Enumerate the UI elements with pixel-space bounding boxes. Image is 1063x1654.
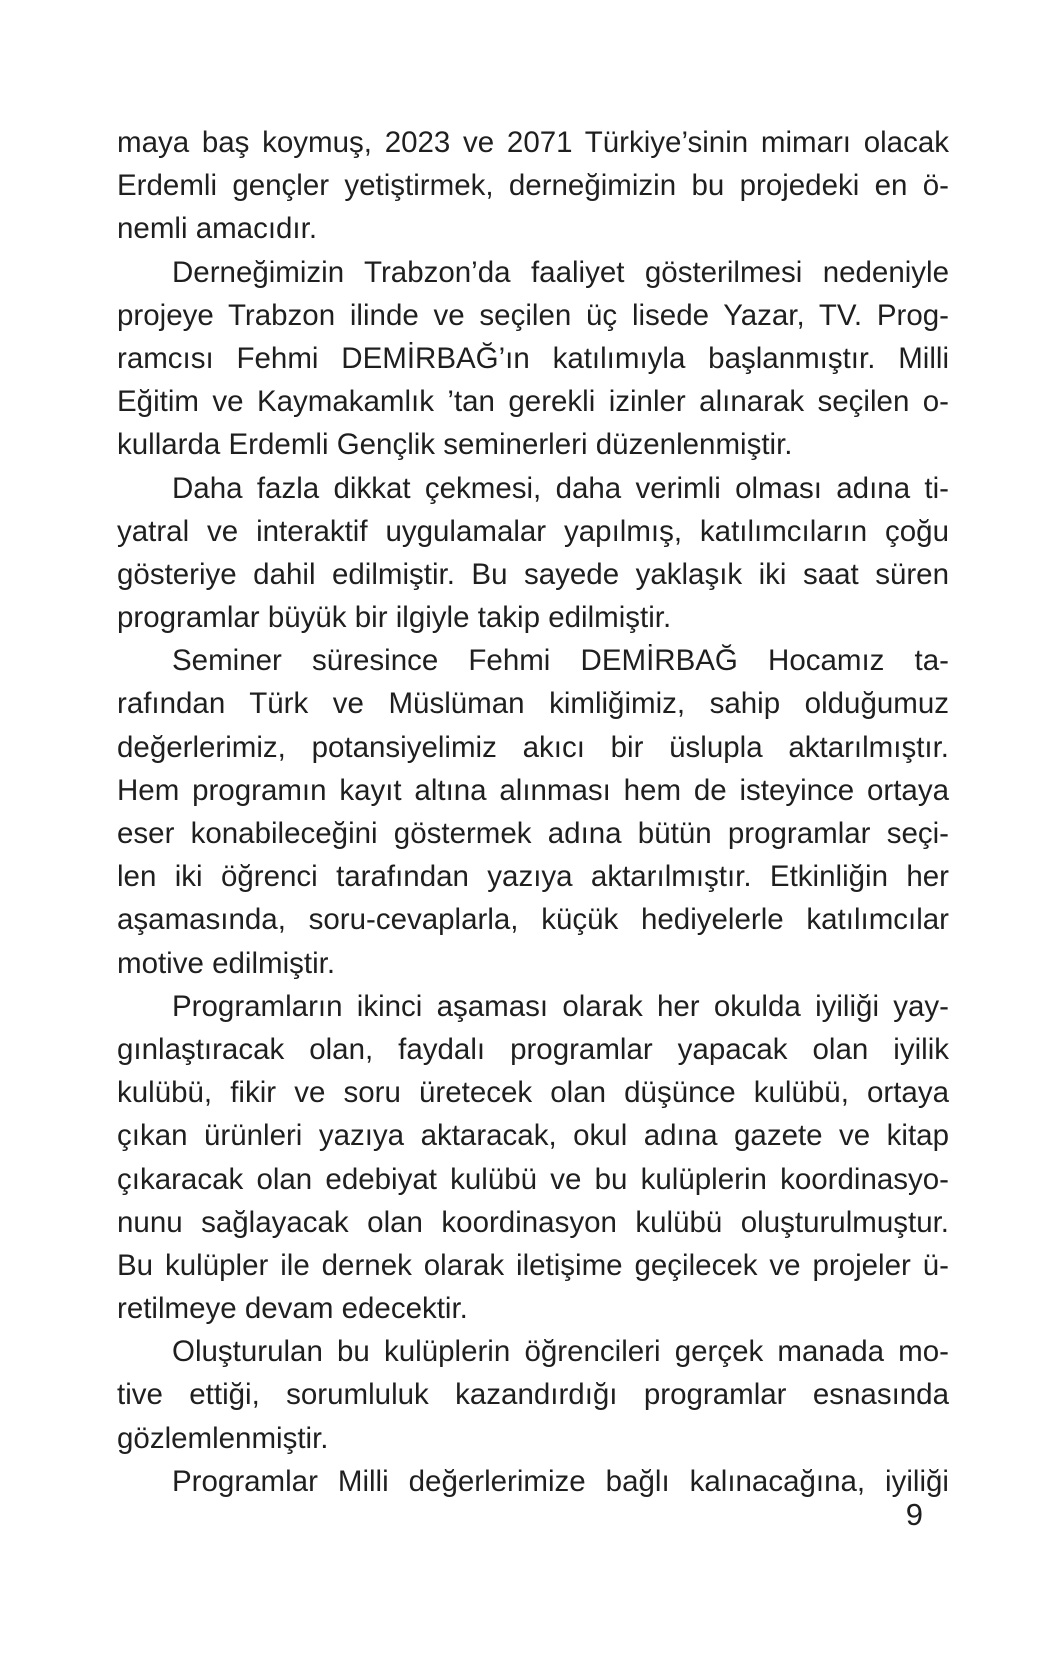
text-line: çıkaracak olan edebiyat kulübü ve bu kulüplerin koordinasyo- [117, 1162, 949, 1196]
text-line: aşamasında, soru-cevaplarla, küçük hediyelerle katılımcılar [117, 903, 949, 937]
text-line: ramcısı Fehmi DEMİRBAĞ’ın katılımıyla başlanmıştır. Milli [117, 341, 949, 375]
text-line: nunu sağlayacak olan koordinasyon kulübü oluşturulmuştur. [117, 1205, 949, 1239]
paragraph [117, 251, 949, 467]
text-line: değerlerimiz, potansiyelimiz akıcı bir üslupla aktarılmıştır. [117, 730, 949, 764]
text-line: Derneğimizin Trabzon’da faaliyet gösterilmesi nedeniyle [172, 255, 949, 289]
paragraph [117, 639, 949, 985]
text-line: Seminer süresince Fehmi DEMİRBAĞ Hocamız ta- [172, 644, 949, 678]
text-line: motive edilmiştir. [117, 946, 336, 980]
text-line: len iki öğrenci tarafından yazıya aktarılmıştır. Etkinliğin her [117, 860, 949, 894]
paragraph [117, 1460, 949, 1503]
text-line: kullarda Erdemli Gençlik seminerleri düzenlenmiştir. [117, 428, 793, 462]
text-line: programlar büyük bir ilgiyle takip edilmiştir. [117, 601, 672, 635]
text-line: Erdemli gençler yetiştirmek, derneğimizin bu projedeki en ö- [117, 169, 949, 203]
paragraph [117, 985, 949, 1331]
text-line: Bu kulüpler ile dernek olarak iletişime geçilecek ve projeler ü- [117, 1248, 949, 1282]
text-line: gösteriye dahil edilmiştir. Bu sayede yaklaşık iki saat süren [117, 557, 949, 591]
text-line: Hem programın kayıt altına alınması hem de isteyince ortaya [117, 773, 949, 807]
text-line: gözlemlenmiştir. [117, 1421, 329, 1455]
text-line: retilmeye devam edecektir. [117, 1292, 468, 1326]
page-number: 9 [905, 1497, 923, 1532]
text-line: rafından Türk ve Müslüman kimliğimiz, sahip olduğumuz [117, 687, 949, 721]
paragraph [117, 467, 949, 640]
text-line: kulübü, fikir ve soru üretecek olan düşünce kulübü, ortaya [117, 1076, 949, 1110]
text-line: eser konabileceğini göstermek adına bütün programlar seçi- [117, 817, 949, 850]
text-line: nemli amacıdır. [117, 212, 318, 246]
text-line: Daha fazla dikkat çekmesi, daha verimli olması adına ti- [172, 471, 949, 505]
page-body-text [117, 121, 949, 1503]
paragraph [117, 121, 949, 251]
text-line: Programların ikinci aşaması olarak her okulda iyiliği yay- [172, 989, 949, 1023]
text-line: Eğitim ve Kaymakamlık ’tan gerekli izinler alınarak seçilen o- [117, 385, 949, 419]
text-line: gınlaştıracak olan, faydalı programlar yapacak olan iyilik [117, 1032, 949, 1066]
text-line: yatral ve interaktif uygulamalar yapılmış, katılımcıların çoğu [117, 514, 949, 548]
text-line: Oluşturulan bu kulüplerin öğrencileri gerçek manada mo- [172, 1335, 949, 1369]
text-line: maya baş koymuş, 2023 ve 2071 Türkiye’sinin mimarı olacak [117, 126, 949, 159]
text-line: çıkan ürünleri yazıya aktaracak, okul adına gazete ve kitap [117, 1119, 949, 1153]
text-line: projeye Trabzon ilinde ve seçilen üç lisede Yazar, TV. Prog- [117, 298, 949, 332]
text-line: tive ettiği, sorumluluk kazandırdığı programlar esnasında [117, 1378, 949, 1412]
paragraph [117, 1330, 949, 1460]
text-line: Programlar Milli değerlerimize bağlı kalınacağına, iyiliği [172, 1464, 949, 1498]
